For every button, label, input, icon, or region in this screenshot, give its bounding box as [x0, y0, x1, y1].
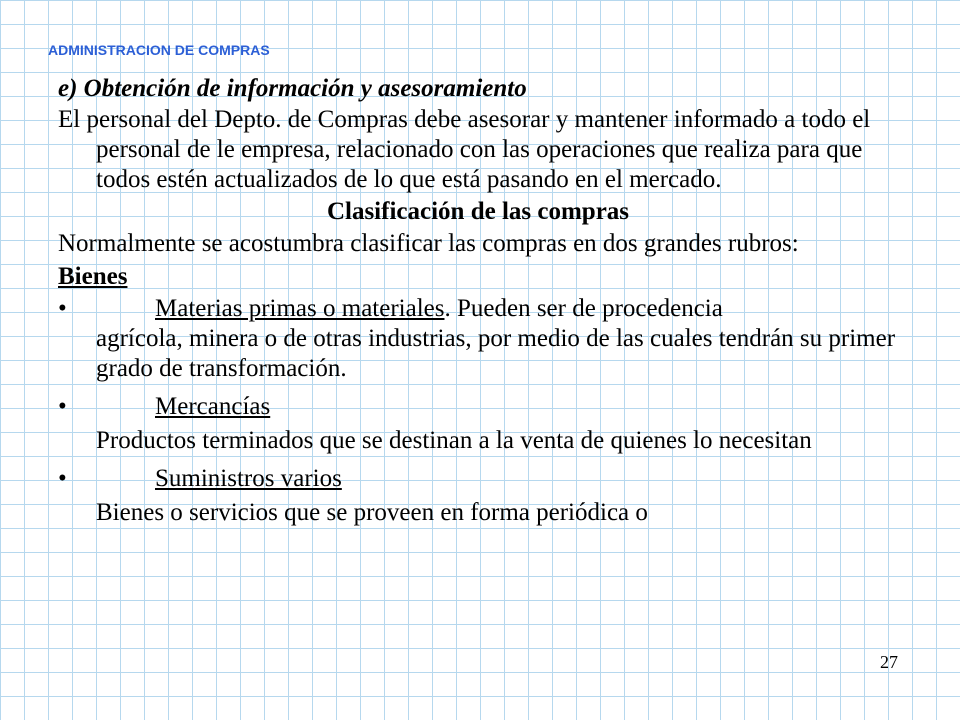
item-text: . Pueden ser de procedencia — [444, 295, 723, 322]
bullet-item-mercancias — [58, 392, 898, 422]
bullet-item-suministros — [58, 464, 898, 494]
item-title: Suministros varios — [155, 465, 342, 492]
item-description: Productos terminados que se destinan a la venta de quienes lo necesitan — [96, 427, 812, 454]
bullet-icon: • — [58, 393, 67, 420]
intro-paragraph: El personal del Depto. de Compras debe asesorar y mantener informado a todo el personal de le empresa, relacionado con las operaciones que realiza para que todos estén actualizados de lo que está pasando en el mercado. — [58, 106, 871, 193]
slide-header: ADMINISTRACION DE COMPRAS — [48, 42, 270, 58]
bullet-icon: • — [58, 465, 67, 492]
page-number: 27 — [880, 652, 898, 672]
bullet-icon: • — [58, 295, 67, 322]
item-description: Bienes o servicios que se proveen en forma periódica o — [96, 499, 648, 526]
subtitle: e) Obtención de información y asesoramiento — [58, 75, 527, 102]
section-title-bienes: Bienes — [58, 263, 128, 290]
item-title: Mercancías — [155, 393, 271, 420]
classification-paragraph: Normalmente se acostumbra clasificar las compras en dos grandes rubros: — [58, 230, 799, 257]
item-title: Materias primas o materiales — [155, 295, 445, 322]
slide-content — [58, 74, 898, 528]
bullet-item-materias — [58, 294, 898, 384]
classification-heading: Clasificación de las compras — [326, 198, 630, 225]
item-continuation: agrícola, minera o de otras industrias, por medio de las cuales tendrán su primer grado de transformación. — [96, 325, 896, 382]
